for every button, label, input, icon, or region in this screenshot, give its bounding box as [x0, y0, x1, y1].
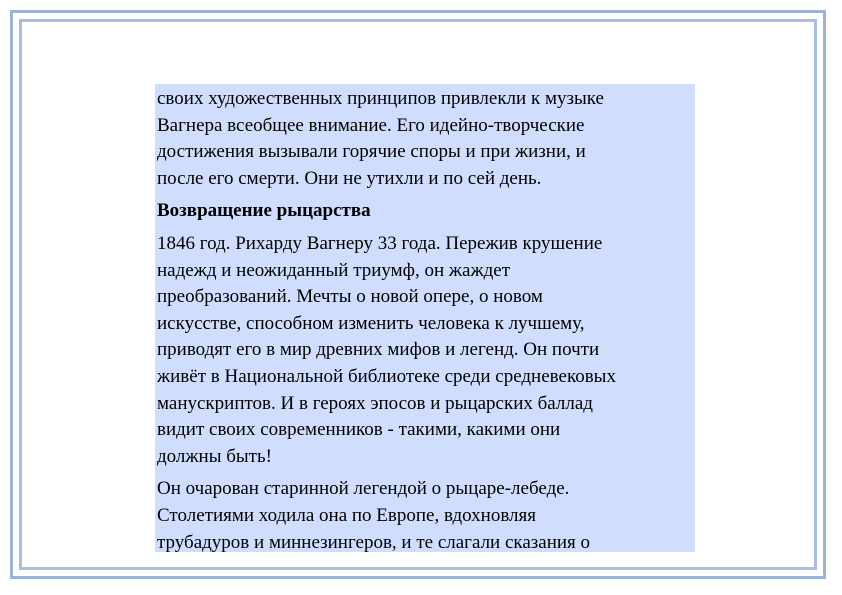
- text-line: искусстве, способном изменить человека к лучшему,: [157, 312, 585, 334]
- paragraph-intro: [157, 86, 695, 192]
- text-line: манускриптов. И в героях эпосов и рыцарских баллад: [157, 392, 593, 414]
- text-line: надежд и неожиданный триумф, он жаждет: [157, 259, 511, 281]
- heading-text: Возвращение рыцарства: [157, 200, 371, 222]
- text-line: трубадуров и миннезингеров, и те слагали сказания о: [157, 531, 591, 552]
- section-heading: [157, 198, 695, 225]
- text-line: живёт в Национальной библиотеке среди средневековых: [157, 365, 616, 387]
- text-line: должны быть!: [157, 445, 272, 467]
- text-line: преобразований. Мечты о новой опере, о новом: [157, 286, 543, 308]
- text-line: видит своих современников - такими, какими они: [157, 419, 561, 441]
- text-line: Вагнера всеобщее внимание. Его идейно-творческие: [157, 114, 585, 136]
- text-line: своих художественных принципов привлекли к музыке: [157, 88, 604, 109]
- text-line: достижения вызывали горячие споры и при жизни, и: [157, 141, 586, 163]
- paragraph-1846: [157, 231, 695, 470]
- text-box[interactable]: [155, 84, 695, 552]
- text-line: после его смерти. Они не утихли и по сей день.: [157, 167, 542, 189]
- text-line: приводят его в мир древних мифов и легенд. Он почти: [157, 339, 600, 361]
- text-line: Столетиями ходила она по Европе, вдохновляя: [157, 504, 537, 526]
- text-line: Он очарован старинной легендой о рыцаре-лебеде.: [157, 478, 570, 500]
- paragraph-legend: [157, 476, 695, 552]
- text-line: 1846 год. Рихарду Вагнеру 33 года. Пережив крушение: [157, 232, 603, 254]
